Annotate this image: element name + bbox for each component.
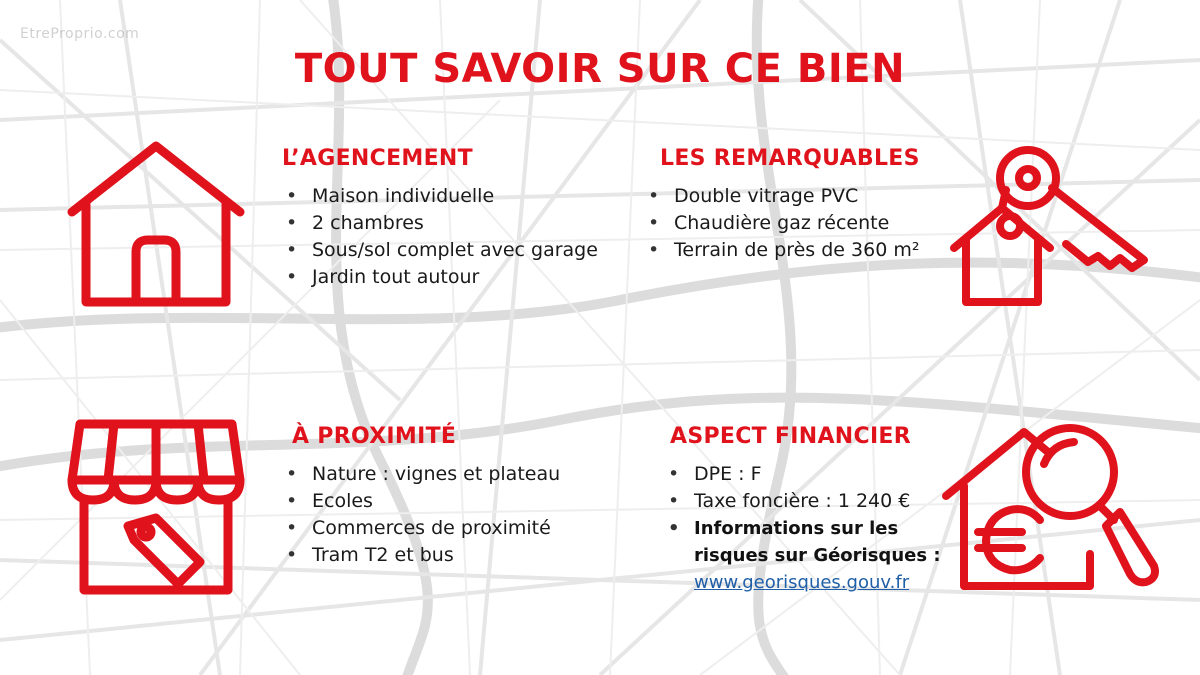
watermark: EtreProprio.com bbox=[20, 26, 140, 42]
section-heading: L’AGENCEMENT bbox=[282, 146, 473, 171]
shop-icon bbox=[66, 418, 246, 598]
list-item: • Nature : vignes et plateau bbox=[282, 461, 560, 488]
page-title: TOUT SAVOIR SUR CE BIEN bbox=[294, 46, 906, 92]
list-item: • Maison individuelle bbox=[282, 183, 598, 210]
house-key-icon bbox=[948, 140, 1158, 310]
list-item: • Double vitrage PVC bbox=[644, 183, 920, 210]
feature-list bbox=[282, 183, 598, 291]
section-heading: ASPECT FINANCIER bbox=[670, 424, 911, 449]
list-item-risks bbox=[664, 515, 941, 596]
feature-list bbox=[664, 461, 941, 596]
list-item: • Taxe foncière : 1 240 € bbox=[664, 488, 941, 515]
risk-text-line: • Informations sur les bbox=[694, 518, 899, 539]
feature-list bbox=[282, 461, 560, 569]
house-icon bbox=[66, 140, 246, 310]
list-item: • Jardin tout autour bbox=[282, 264, 598, 291]
georisques-link[interactable]: www.georisques.gouv.fr bbox=[694, 572, 910, 593]
section-heading: LES REMARQUABLES bbox=[660, 146, 920, 171]
list-item: • 2 chambres bbox=[282, 210, 598, 237]
list-item: • Tram T2 et bus bbox=[282, 542, 560, 569]
house-magnifier-euro-icon bbox=[940, 414, 1160, 598]
section-financier bbox=[664, 424, 941, 596]
risk-text-line: risques sur Géorisques : bbox=[694, 545, 941, 566]
list-item: • Terrain de près de 360 m² bbox=[644, 237, 920, 264]
section-remarquables bbox=[644, 146, 920, 264]
feature-list bbox=[644, 183, 920, 264]
section-proximite bbox=[282, 424, 560, 569]
section-heading: À PROXIMITÉ bbox=[292, 424, 457, 449]
list-item: • Chaudière gaz récente bbox=[644, 210, 920, 237]
list-item: • Sous/sol complet avec garage bbox=[282, 237, 598, 264]
list-item: • Ecoles bbox=[282, 488, 560, 515]
list-item: • Commerces de proximité bbox=[282, 515, 560, 542]
section-agencement bbox=[282, 146, 598, 291]
list-item: • DPE : F bbox=[664, 461, 941, 488]
